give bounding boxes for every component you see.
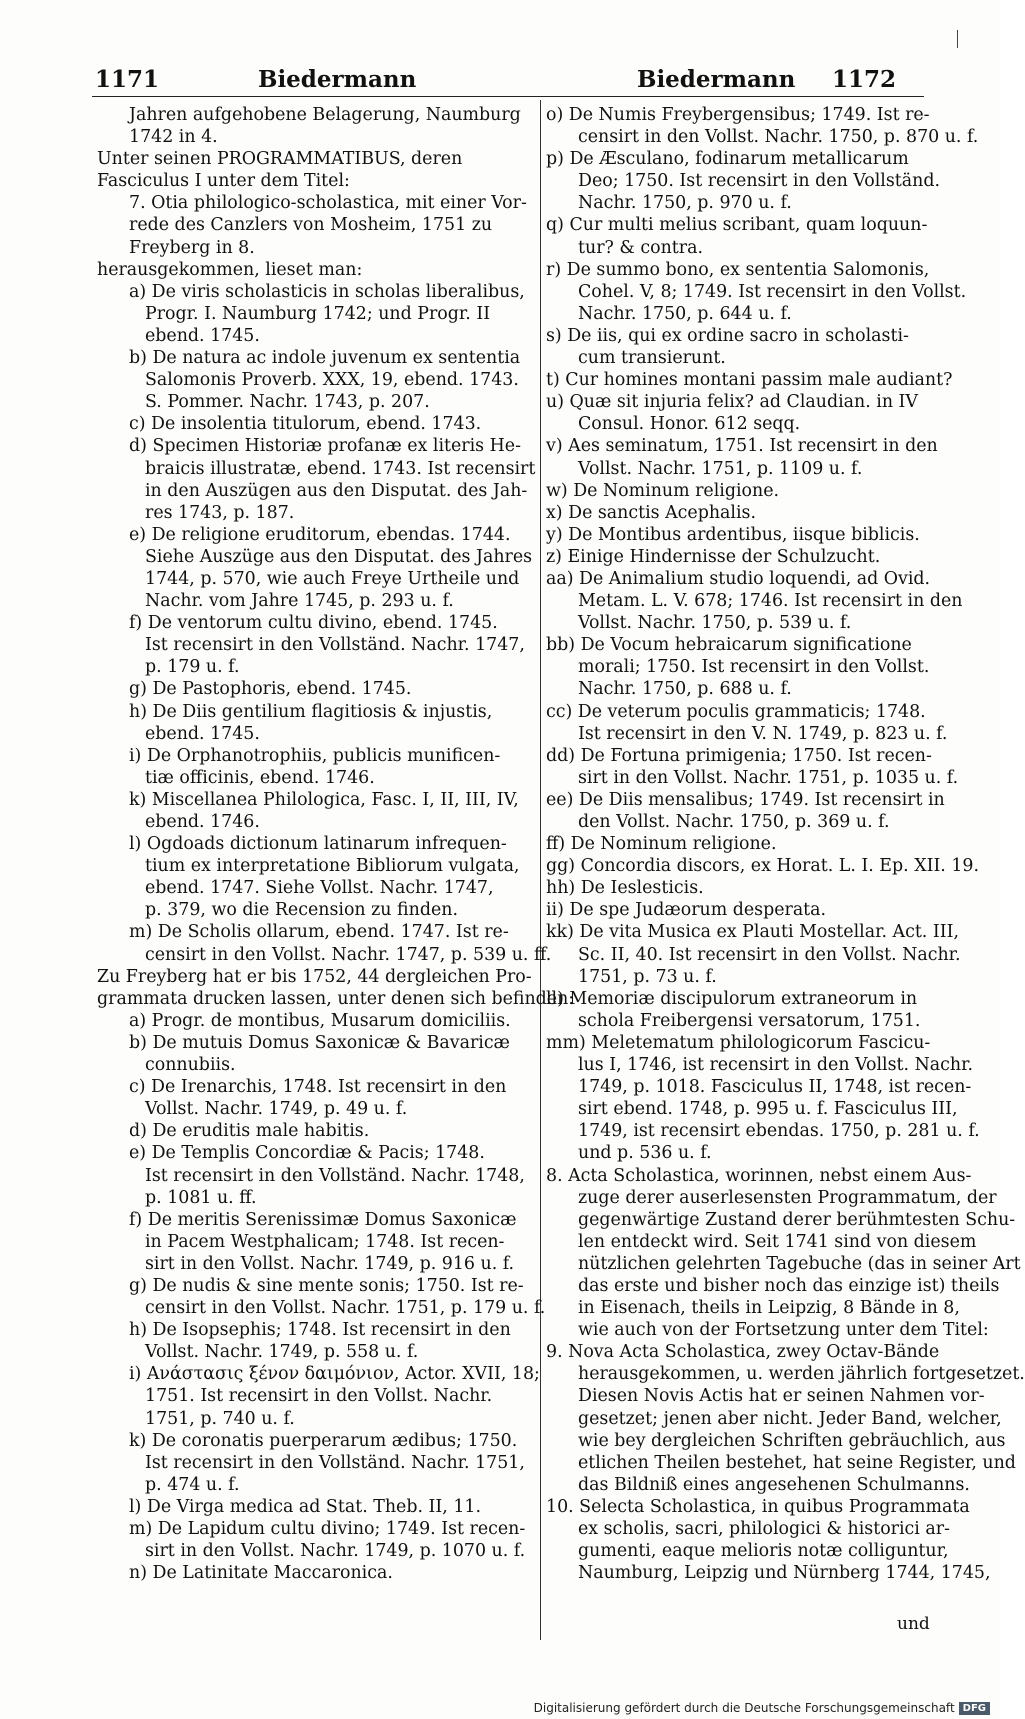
text-line: tium ex interpretatione Bibliorum vulgata, [145, 856, 520, 877]
text-line: censirt in den Vollst. Nachr. 1751, p. 179 u. f. [145, 1298, 546, 1319]
text-line: das erste und bisher noch das einzige ist) theils [578, 1275, 1000, 1296]
text-line: 1749, ist recensirt ebendas. 1750, p. 281 u. f. [578, 1121, 980, 1142]
text-line: k) De coronatis puerperarum ædibus; 1750. [129, 1430, 518, 1451]
text-line: mm) Meletematum philologicorum Fascicu- [546, 1032, 931, 1053]
text-line: Naumburg, Leipzig und Nürnberg 1744, 1745, [578, 1563, 991, 1584]
dfg-logo: DFG [959, 1702, 990, 1715]
text-line: Nachr. 1750, p. 970 u. f. [578, 193, 792, 214]
text-line: morali; 1750. Ist recensirt in den Vollst. [578, 657, 930, 678]
text-line: i) De Orphanotrophiis, publicis munificen- [129, 745, 501, 766]
catchword: und [897, 1614, 930, 1634]
left-running-head: Biedermann [258, 66, 417, 93]
text-line: k) Miscellanea Philologica, Fasc. I, II, III, IV, [129, 789, 519, 810]
text-line: ii) De spe Judæorum desperata. [546, 900, 827, 921]
text-line: ee) De Diis mensalibus; 1749. Ist recensirt in [546, 789, 945, 810]
text-line: ex scholis, sacri, philologici & historici ar- [578, 1519, 950, 1539]
text-line: schola Freibergensi versatorum, 1751. [578, 1010, 921, 1031]
text-line: Nachr. 1750, p. 688 u. f. [578, 679, 792, 700]
footer [534, 1701, 990, 1715]
text-line: c) De insolentia titulorum, ebend. 1743. [129, 414, 482, 435]
text-line: f) De ventorum cultu divino, ebend. 1745. [129, 613, 498, 634]
text-line: 7. Otia philologico-scholastica, mit einer Vor- [129, 193, 527, 214]
text-line: gegenwärtige Zustand derer berühmtesten Schu- [578, 1209, 1016, 1230]
left-page-number: 1171 [95, 66, 160, 93]
text-line: braicis illustratæ, ebend. 1743. Ist recensirt [145, 458, 536, 479]
text-line: a) De viris scholasticis in scholas liberalibus, [129, 281, 525, 302]
text-line: Vollst. Nachr. 1749, p. 49 u. f. [145, 1099, 408, 1120]
text-line: Vollst. Nachr. 1751, p. 1109 u. f. [578, 458, 863, 479]
text-line: Ist recensirt in den Vollständ. Nachr. 1748, [145, 1165, 525, 1186]
text-line: Ist recensirt in den Vollständ. Nachr. 1751, [145, 1452, 525, 1473]
text-line: n) De Latinitate Maccaronica. [129, 1563, 393, 1584]
text-line: etlichen Theilen bestehet, hat seine Register, und [578, 1452, 1016, 1473]
text-line: a) Progr. de montibus, Musarum domiciliis. [129, 1010, 511, 1031]
text-line: p. 179 u. f. [145, 657, 240, 678]
text-line: sirt in den Vollst. Nachr. 1749, p. 916 u. f. [145, 1253, 515, 1274]
text-line: q) Cur multi melius scribant, quam loquun- [546, 215, 928, 236]
text-line: b) De natura ac indole juvenum ex sententia [129, 348, 521, 369]
text-line: e) De Templis Concordiæ & Pacis; 1748. [129, 1143, 485, 1164]
text-line: Vollst. Nachr. 1749, p. 558 u. f. [145, 1342, 419, 1363]
text-line: Cohel. V, 8; 1749. Ist recensirt in den Vollst. [578, 281, 967, 302]
text-line: h) De Isopsephis; 1748. Ist recensirt in den [129, 1320, 511, 1341]
text-line: t) Cur homines montani passim male audiant? [546, 370, 953, 391]
text-line: sirt in den Vollst. Nachr. 1749, p. 1070 u. f. [145, 1541, 526, 1562]
text-line: gg) Concordia discors, ex Horat. L. I. Ep. XII. 19. [546, 856, 980, 877]
text-line: len entdeckt wird. Seit 1741 sind von diesem [578, 1231, 977, 1252]
text-line: lus I, 1746, ist recensirt in den Vollst. Nachr. [578, 1055, 974, 1076]
text-line: herausgekommen, lieset man: [97, 259, 363, 280]
text-line: s) De iis, qui ex ordine sacro in scholasti- [546, 325, 909, 346]
text-line: 1751, p. 740 u. f. [145, 1408, 295, 1429]
text-line: censirt in den Vollst. Nachr. 1747, p. 539 u. ff. [145, 944, 552, 965]
text-line: gesetzet; jenen aber nicht. Jeder Band, welcher, [578, 1408, 1002, 1429]
text-line: Sc. II, 40. Ist recensirt in den Vollst. Nachr. [578, 944, 961, 965]
text-line: g) De nudis & sine mente sonis; 1750. Ist re- [129, 1275, 524, 1296]
text-line: p. 1081 u. ff. [145, 1187, 257, 1208]
text-line: e) De religione eruditorum, ebendas. 1744. [129, 524, 511, 545]
text-line: d) Specimen Historiæ profanæ ex literis He- [129, 436, 521, 457]
text-line: Progr. I. Naumburg 1742; und Progr. II [145, 303, 491, 324]
right-page-number: 1172 [832, 66, 897, 93]
text-line: m) De Lapidum cultu divino; 1749. Ist recen- [129, 1519, 526, 1539]
text-line: ebend. 1747. Siehe Vollst. Nachr. 1747, [145, 878, 494, 899]
text-line: Vollst. Nachr. 1750, p. 539 u. f. [578, 613, 852, 634]
text-line: cc) De veterum poculis grammaticis; 1748. [546, 701, 926, 722]
text-line: ff) De Nominum religione. [546, 834, 777, 855]
text-line: den Vollst. Nachr. 1750, p. 369 u. f. [578, 812, 890, 832]
text-line: in Eisenach, theils in Leipzig, 8 Bände in 8, [578, 1298, 960, 1319]
text-line: Siehe Auszüge aus den Disputat. des Jahres [145, 546, 533, 567]
text-line: zuge derer auserlesensten Programmatum, der [578, 1187, 997, 1208]
text-line: f) De meritis Serenissimæ Domus Saxonicæ [129, 1209, 517, 1230]
text-line: Nachr. 1750, p. 644 u. f. [578, 303, 792, 324]
text-line: 1742 in 4. [129, 127, 218, 148]
text-line: Nachr. vom Jahre 1745, p. 293 u. f. [145, 591, 454, 612]
text-line: h) De Diis gentilium flagitiosis & injustis, [129, 701, 493, 722]
text-line: Deo; 1750. Ist recensirt in den Vollständ. [578, 171, 941, 192]
left-column [97, 104, 575, 1584]
text-line: Salomonis Proverb. XXX, 19, ebend. 1743. [145, 370, 519, 391]
text-line: Consul. Honor. 612 seqq. [578, 414, 801, 435]
text-line: tiæ officinis, ebend. 1746. [145, 767, 375, 788]
text-line: y) De Montibus ardentibus, iisque biblicis. [546, 524, 920, 545]
right-column [546, 104, 1025, 1584]
text-line: d) De eruditis male habitis. [129, 1121, 370, 1142]
text-line: sirt ebend. 1748, p. 995 u. f. Fasciculus III, [578, 1099, 958, 1120]
text-line: c) De Irenarchis, 1748. Ist recensirt in den [129, 1077, 507, 1098]
text-line: p. 474 u. f. [145, 1474, 240, 1495]
text-line: grammata drucken lassen, unter denen sich befinden: [97, 988, 575, 1009]
text-line: herausgekommen, u. werden jährlich fortgesetzet. [578, 1364, 1025, 1385]
text-line: Unter seinen PROGRAMMATIBUS, deren [97, 149, 463, 170]
text-line: tur? & contra. [578, 237, 703, 258]
text-line: sirt in den Vollst. Nachr. 1751, p. 1035 u. f. [578, 767, 959, 788]
text-line: o) De Numis Freybergensibus; 1749. Ist re- [546, 105, 930, 125]
text-line: nützlichen gelehrten Tagebuche (das in seiner Art [578, 1253, 1021, 1274]
text-line: b) De mutuis Domus Saxonicæ & Bavaricæ [129, 1032, 510, 1053]
text-line: 1751. Ist recensirt in den Vollst. Nachr. [145, 1386, 493, 1407]
text-line: Zu Freyberg hat er bis 1752, 44 dergleichen Pro- [97, 966, 532, 987]
text-line: Ist recensirt in den V. N. 1749, p. 823 u. f. [578, 723, 948, 744]
text-line: l) Ogdoads dictionum latinarum infrequen- [129, 834, 507, 855]
text-line: hh) De Ieslesticis. [546, 878, 704, 899]
text-line: 1751, p. 73 u. f. [578, 966, 717, 987]
text-line: bb) De Vocum hebraicarum significatione [546, 635, 912, 656]
text-line: wie bey dergleichen Schriften gebräuchlich, aus [578, 1430, 1006, 1451]
text-line: g) De Pastophoris, ebend. 1745. [129, 679, 412, 700]
text-line: in den Auszügen aus den Disputat. des Jah- [145, 480, 528, 501]
footer-credit: Digitalisierung gefördert durch die Deutsche Forschungsgemeinschaft [533, 1701, 955, 1715]
text-line: i) Ανάστασις ξένον δαιμόνιον, Actor. XVII, 18; [129, 1364, 540, 1385]
text-line: in Pacem Westphalicam; 1748. Ist recen- [145, 1231, 505, 1252]
text-line: 9. Nova Acta Scholastica, zwey Octav-Bände [546, 1342, 940, 1363]
text-line: Ist recensirt in den Vollständ. Nachr. 1747, [145, 635, 525, 656]
text-line: kk) De vita Musica ex Plauti Mostellar. Act. III, [546, 922, 960, 943]
text-line: Jahren aufgehobene Belagerung, Naumburg [129, 105, 521, 125]
text-line: x) De sanctis Acephalis. [546, 502, 756, 523]
text-line: m) De Scholis ollarum, ebend. 1747. Ist re- [129, 922, 509, 943]
text-line: p) De Æsculano, fodinarum metallicarum [546, 149, 909, 170]
text-line: S. Pommer. Nachr. 1743, p. 207. [145, 392, 430, 413]
text-line: connubiis. [145, 1055, 236, 1076]
text-line: aa) De Animalium studio loquendi, ad Ovid. [546, 568, 931, 589]
text-line: v) Aes seminatum, 1751. Ist recensirt in den [546, 436, 938, 457]
text-line: l) De Virga medica ad Stat. Theb. II, 11. [129, 1496, 481, 1517]
right-running-head: Biedermann [637, 66, 796, 93]
text-line: gumenti, eaque melioris notæ colliguntur, [578, 1541, 949, 1562]
text-line: w) De Nominum religione. [546, 480, 780, 501]
text-line: Freyberg in 8. [129, 237, 255, 258]
text-line: u) Quæ sit injuria felix? ad Claudian. in IV [546, 392, 918, 413]
text-line: wie auch von der Fortsetzung unter dem Titel: [578, 1320, 989, 1341]
text-line: cum transierunt. [578, 348, 726, 369]
text-line: rede des Canzlers von Mosheim, 1751 zu [129, 215, 493, 236]
text-line: Diesen Novis Actis hat er seinen Nahmen vor- [578, 1386, 985, 1407]
column-divider [540, 100, 541, 1640]
text-line: 8. Acta Scholastica, worinnen, nebst einem Aus- [546, 1165, 972, 1186]
text-line: censirt in den Vollst. Nachr. 1750, p. 870 u. f. [578, 127, 979, 148]
text-line: 1744, p. 570, wie auch Freye Urtheile und [145, 568, 520, 589]
text-line: das Bildniß eines angesehenen Schulmanns. [578, 1474, 970, 1495]
text-line: res 1743, p. 187. [145, 502, 295, 523]
header-rule [92, 96, 924, 97]
text-line: p. 379, wo die Recension zu finden. [145, 900, 458, 921]
text-line: ll) Memoriæ discipulorum extraneorum in [546, 988, 918, 1009]
text-line: ebend. 1745. [145, 723, 260, 744]
text-line: und p. 536 u. f. [578, 1143, 712, 1164]
text-line: 10. Selecta Scholastica, in quibus Programmata [546, 1496, 970, 1517]
text-line: ebend. 1745. [145, 325, 260, 346]
text-line: z) Einige Hindernisse der Schulzucht. [546, 546, 881, 567]
margin-mark [957, 30, 958, 48]
text-line: dd) De Fortuna primigenia; 1750. Ist recen- [546, 745, 932, 766]
text-line: 1749, p. 1018. Fasciculus II, 1748, ist recen- [578, 1077, 972, 1098]
text-line: ebend. 1746. [145, 812, 260, 832]
text-line: r) De summo bono, ex sententia Salomonis, [546, 259, 930, 280]
text-line: Metam. L. V. 678; 1746. Ist recensirt in den [578, 591, 963, 612]
text-line: Fasciculus I unter dem Titel: [97, 171, 350, 192]
